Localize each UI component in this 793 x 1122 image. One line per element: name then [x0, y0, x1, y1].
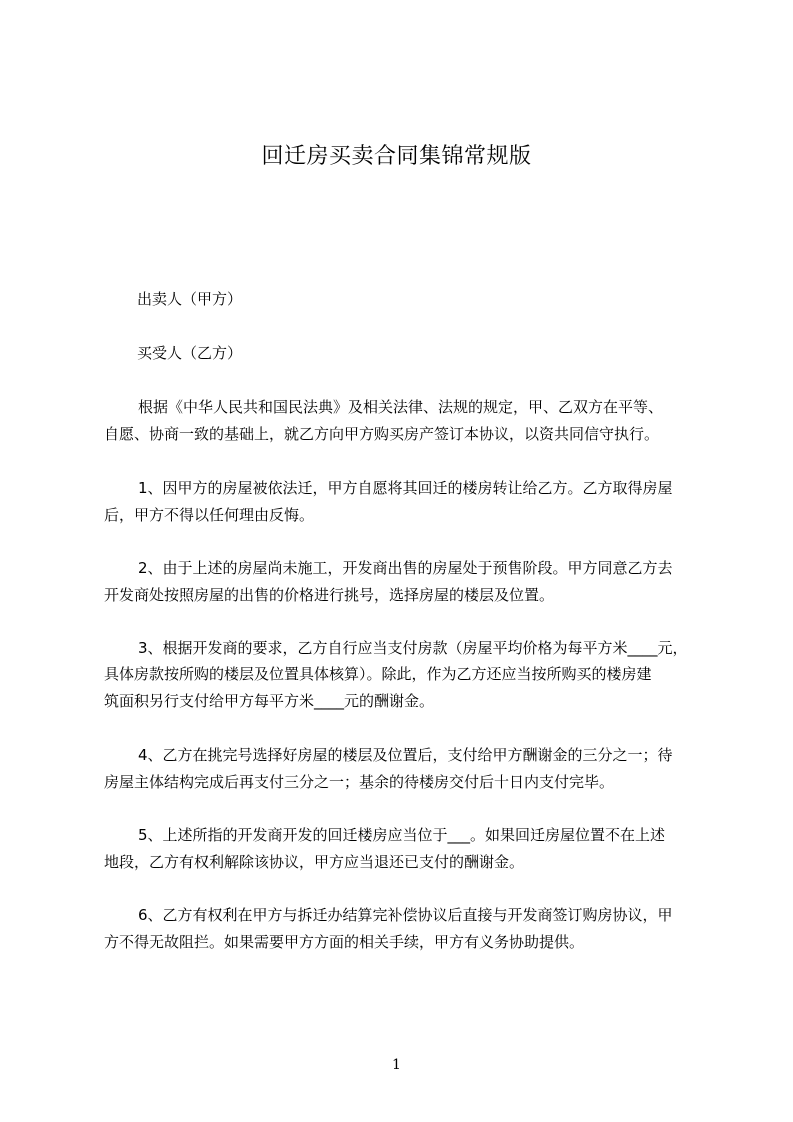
clause-3-line: 具体房款按所购的楼层及位置具体核算）。除此，作为乙方还应当按所购买的楼房建: [104, 665, 652, 683]
clause-3-line: 筑面积另行支付给甲方每平方米____元的酬谢金。: [104, 692, 435, 710]
clause-2-line: 开发商处按照房屋的出售的价格进行挑号，选择房屋的楼层及位置。: [104, 586, 555, 604]
clause-3-line: 3、根据开发商的要求，乙方自行应当支付房款（房屋平均价格为每平方米____元，: [138, 639, 688, 657]
clause-4-line: 4、乙方在挑完号选择好房屋的楼层及位置后，支付给甲方酬谢金的三分之一；待: [138, 746, 673, 764]
buyer-label: 买受人（乙方）: [137, 344, 243, 362]
clause-1-line: 1、因甲方的房屋被依法迁，甲方自愿将其回迁的楼房转让给乙方。乙方取得房屋: [138, 479, 673, 497]
clause-5-line: 地段，乙方有权利解除该协议，甲方应当退还已支付的酬谢金。: [104, 853, 525, 871]
clause-4-line: 房屋主体结构完成后再支付三分之一；基余的待楼房交付后十日内支付完毕。: [104, 773, 615, 791]
clause-6-line: 6、乙方有权利在甲方与拆迁办结算完补偿协议后直接与开发商签订购房协议，甲: [138, 906, 673, 924]
page-number: 1: [392, 1057, 401, 1073]
intro-line: 自愿、协商一致的基础上，就乙方向甲方购买房产签订本协议，以资共同信守执行。: [104, 425, 660, 443]
clause-2-line: 2、由于上述的房屋尚未施工，开发商出售的房屋处于预售阶段。甲方同意乙方去: [138, 559, 673, 577]
clause-5-line: 5、上述所指的开发商开发的回迁楼房应当位于___。如果回迁房屋位置不在上述: [138, 826, 666, 844]
document-title: 回迁房买卖合同集锦常规版: [261, 144, 532, 169]
seller-label: 出卖人（甲方）: [137, 290, 243, 308]
intro-line: 根据《中华人民共和国民法典》及相关法律、法规的规定，甲、乙双方在平等、: [138, 398, 664, 416]
clause-6-line: 方不得无故阻拦。如果需要甲方方面的相关手续，甲方有义务协助提供。: [104, 933, 585, 951]
clause-1-line: 后，甲方不得以任何理由反悔。: [104, 506, 315, 524]
